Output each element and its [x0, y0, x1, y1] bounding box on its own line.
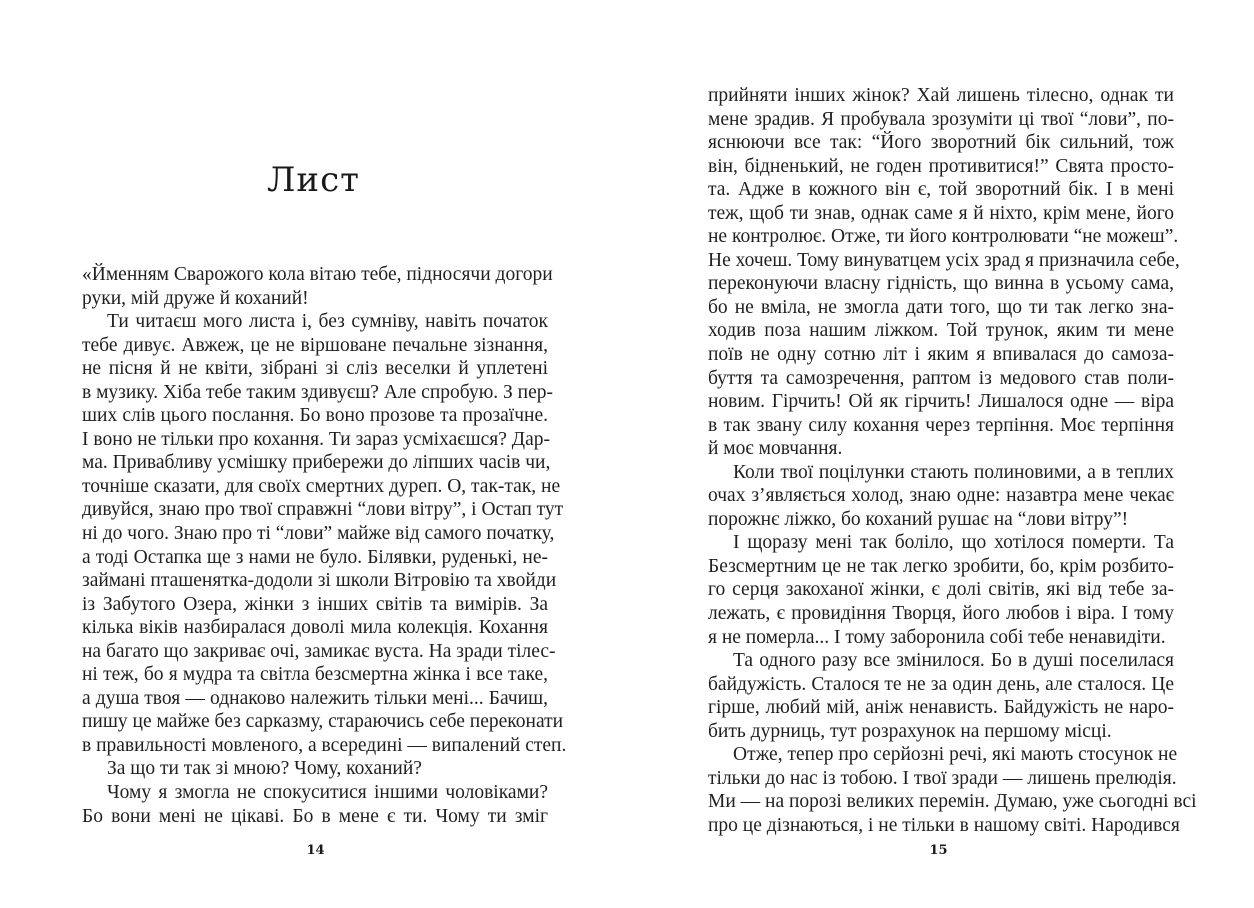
text-line: поїв не одну сотню літ і яким я впивалася до самоза- — [708, 344, 1174, 366]
text-line: яснюючи все так: “Його зворотний бік сильний, тож — [708, 132, 1174, 154]
text-line: Отже, тепер про серйозні речі, які мають стосунок не — [733, 744, 1178, 766]
text-line: ні до чого. Знаю про ті “лови” майже від самого початку, — [82, 523, 555, 545]
page-number-left: 14 — [306, 843, 325, 858]
text-line: на багато що закриває очі, замикає вуста. На зради тілес- — [82, 640, 556, 662]
text-line: бо не вміла, не змогла дати того, що ти так легко зна- — [708, 296, 1174, 318]
text-line: прийняти інших жінок? Хай лишень тілесно, однак ти — [708, 85, 1174, 106]
text-line: він, бідненький, не годен противитися!” Свята просто- — [708, 155, 1174, 177]
text-line: а тоді Остапка ще з нами не було. Білявки, руденькі, не- — [82, 546, 548, 568]
text-line: я не померла... І тому заборонила собі тебе ненавидіти. — [708, 626, 1166, 648]
text-line: Та одного разу все змінилося. Бо в душі поселилася — [733, 650, 1174, 672]
text-line: буття та самозречення, раптом із медового став поли- — [708, 367, 1174, 389]
text-line: мене зрадив. Я пробувала зрозуміти ці твої “лови”, по- — [708, 108, 1174, 130]
text-line: байдужість. Сталося те не за один день, але сталося. Це — [708, 673, 1174, 695]
text-line: та. Адже в кожного він є, той зворотний бік. І в мені — [708, 179, 1174, 201]
text-line: Ми — на порозі великих перемін. Думаю, уже сьогодні всі — [708, 791, 1197, 813]
text-line: Чому я змогла не спокуситися іншими чоловіками? — [107, 782, 548, 804]
text-line: тебе дивує. Авжеж, це не віршоване печальне зізнання, — [82, 334, 548, 356]
left-page-text — [82, 263, 567, 828]
text-line: Бо вони мені не цікаві. Бо в мене є ти. Чому ти зміг — [82, 805, 548, 827]
text-line: ма. Привабливу усмішку прибережи до ліпших часів чи, — [82, 452, 551, 474]
text-line: порожнє ліжко, бо коханий рушає на “лови вітру”! — [708, 508, 1129, 530]
text-line: не контролює. Отже, ти його контролювати “не можеш”. — [708, 226, 1179, 248]
text-line: теж, щоб ти знав, однак саме я й ніхто, крім мене, його — [708, 202, 1174, 224]
text-line: займані пташенятка-додоли зі школи Вітровію та хвойди — [82, 570, 557, 592]
text-line: І щоразу мені так боліло, що хотілося померти. Та — [733, 532, 1174, 554]
right-page — [627, 0, 1254, 908]
text-line: новим. Гірчить! Ой як гірчить! Лишалося одне — віра — [708, 391, 1174, 413]
text-line: в правильності мовленого, а всередині — випалений степ. — [82, 734, 567, 756]
text-line: кілька віків назбиралася доволі мила колекція. Кохання — [82, 617, 548, 639]
text-line: не пісня й не квіти, зібрані зі сліз веселки й уплетені — [82, 358, 548, 380]
text-line: тільки до нас із тобою. І твої зради — лишень прелюдія. — [708, 767, 1177, 789]
text-line: За що ти так зі мною? Чому, коханий? — [107, 758, 422, 780]
text-line: ні теж, бо я мудра та світла безсмертна жінка і все таке, — [82, 664, 548, 686]
text-line: Не хочеш. Тому винуватцем усіх зрад я призначила себе, — [708, 249, 1180, 271]
text-line: переконуючи власну гідність, що винна в усьому сама, — [708, 273, 1174, 295]
text-line: Безсмертним це не так легко зробити, бо, крім розбито- — [708, 555, 1174, 577]
text-line: бить дурниць, тут розрахунок на першому місці. — [708, 720, 1112, 742]
text-line: в так звану силу кохання через терпіння. Моє терпіння — [708, 414, 1174, 436]
text-line: ходив поза нашим ліжком. Той трунок, яким ти мене — [708, 320, 1174, 342]
text-line: точніше сказати, для своїх смертних дуреп. О, так-так, не — [82, 475, 561, 497]
text-line: очах з’являється холод, знаю одне: назавтра мене чекає — [708, 485, 1174, 507]
text-line: Коли твої поцілунки стають полиновими, а в теплих — [733, 461, 1174, 483]
chapter-title: Лист — [267, 160, 360, 200]
text-line: а душа твоя — однаково належить тільки мені... Бачиш, — [82, 687, 548, 709]
text-line: із Забутого Озера, жінки з інших світів та вимірів. За — [82, 593, 548, 615]
text-line: руки, мій друже й коханий! — [82, 287, 309, 309]
text-line: й моє мовчання. — [708, 438, 843, 460]
text-line: пишу це майже без сарказму, стараючись себе переконати — [82, 711, 564, 733]
right-page-text — [708, 84, 1197, 838]
text-line: го серця закоханої жінки, є долі світів, які від тебе за- — [708, 579, 1174, 601]
text-line: «Йменням Сварожого кола вітаю тебе, підносячи догори — [82, 264, 553, 285]
text-line: дивуйся, знаю про твої справжні “лови вітру”, і Остап тут — [82, 499, 564, 521]
text-line: про це дізнаються, і не тільки в нашому світі. Народився — [708, 814, 1180, 836]
text-line: гірше, любий мій, аніж ненависть. Байдужість не наро- — [708, 697, 1174, 719]
text-line: І воно не тільки про кохання. Ти зараз усміхаєшся? Дар- — [82, 428, 550, 450]
text-line: лежать, є провидіння Творця, його любов і віра. І тому — [708, 603, 1174, 625]
text-line: Ти читаєш мого листа і, без сумніву, навіть початок — [107, 311, 548, 333]
text-line: ших слів цього послання. Бо воно прозове та прозаїчне. — [82, 405, 548, 427]
text-line: в музику. Хіба тебе таким здивуєш? Але спробую. З пер- — [82, 381, 553, 403]
page-number-right: 15 — [929, 843, 948, 858]
